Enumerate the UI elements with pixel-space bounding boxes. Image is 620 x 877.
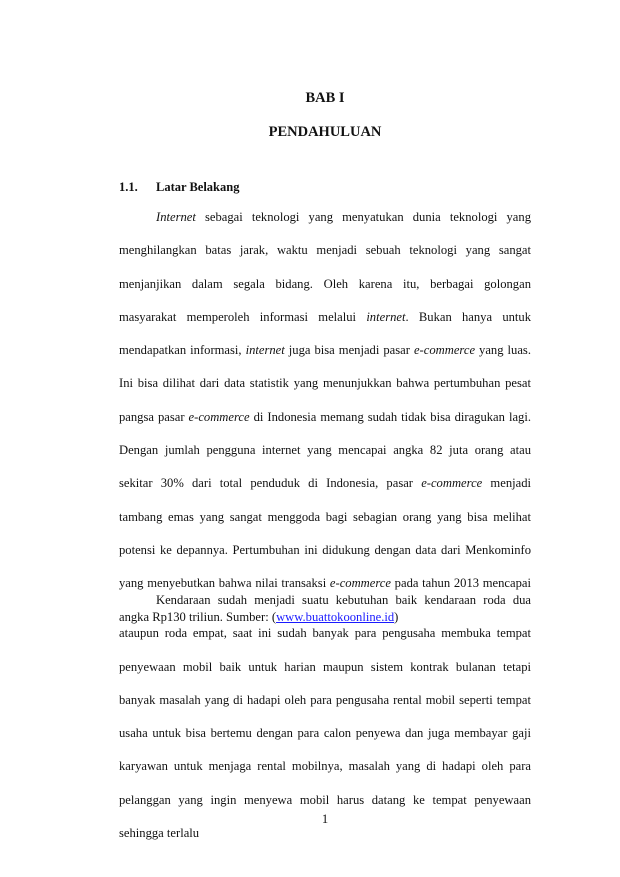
page-number: 1 [321, 812, 329, 826]
italic-term: Internet [156, 210, 196, 224]
section-title: Latar Belakang [156, 180, 240, 194]
text-run: pada tahun 2013 mencapai angka Rp130 triliun. Sumber: ( [119, 576, 531, 624]
text-run: di Indonesia memang sudah tidak bisa diragukan lagi. Dengan jumlah pengguna internet yang mencapai angka 82 juta orang atau sekitar 30% dari total penduduk di Indonesia, pasar [119, 409, 531, 491]
italic-term: internet [245, 343, 285, 358]
section-number: 1.1. [119, 180, 138, 194]
text-run: yang luas. Ini bisa dilihat dari data statistik yang menunjukkan bahwa pertumbuhan pesat pangsa pasar [119, 343, 531, 424]
chapter-number: BAB I [305, 90, 345, 106]
italic-term: e-commerce [421, 476, 483, 491]
italic-term: e-commerce [329, 576, 391, 591]
chapter-title: PENDAHULUAN [268, 124, 382, 140]
text-run: ) [394, 609, 399, 624]
text-run: menjadi tambang emas yang sangat menggoda bagi sebagian orang yang bisa melihat potensi ke depannya. Pertumbuhan ini didukung dengan data dari Menkominfo yang menyebutkan bahwa nilai transaksi [119, 476, 531, 591]
paragraph-kendaraan [119, 584, 531, 850]
text-run: sebagai teknologi yang menyatukan dunia teknologi yang menghilangkan batas jarak, waktu menjadi sebuah teknologi yang sangat menjanjikan dalam segala bidang. Oleh karena itu, berbagai golongan masyarakat memperoleh informasi melalui [119, 210, 531, 324]
section-heading [119, 180, 239, 195]
text-run: Kendaraan sudah menjadi suatu kebutuhan baik kendaraan roda dua ataupun roda empat, saat ini sudah banyak para pengusaha membuka tempat penyewaan mobil baik untuk harian maupun sistem kontrak bulanan tetapi banyak masalah yang di hadapi oleh para pengusaha rental mobil seperti tempat usaha untuk bisa bertemu dengan para calon penyewa dan juga membayar gaji karyawan untuk menjaga rental mobilnya, masalah yang di hadapi oleh para pelanggan yang ingin menyewa mobil harus datang ke tempat penyewaan sehingga terlalu [119, 593, 531, 841]
italic-term: e-commerce [188, 409, 250, 424]
italic-term: e-commerce [413, 343, 476, 358]
text-run: . Bukan hanya untuk mendapatkan informasi, [119, 309, 532, 358]
paragraph-latar-belakang [119, 201, 531, 634]
text-run: juga bisa menjadi pasar [284, 343, 414, 358]
italic-term: internet [366, 309, 406, 324]
source-link[interactable]: www.buattokoonline.id [276, 609, 395, 624]
